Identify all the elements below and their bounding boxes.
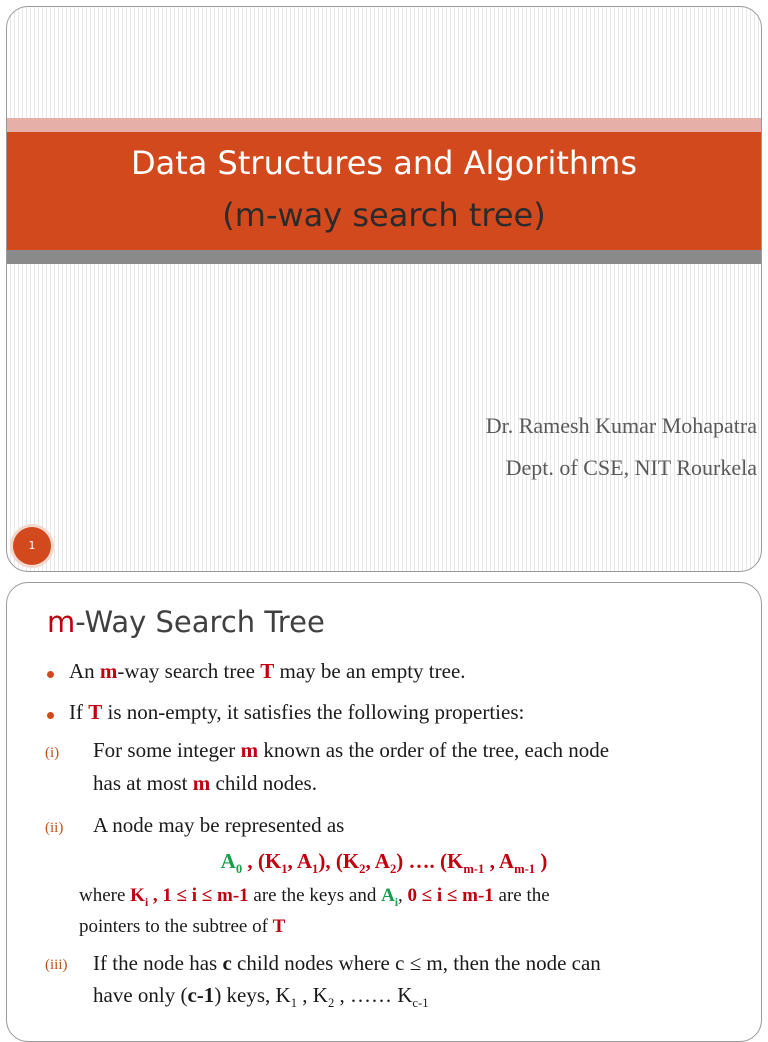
accent-band-top xyxy=(7,118,761,132)
bullet-dot-icon xyxy=(47,712,54,719)
item-marker-i: (i) xyxy=(45,745,60,761)
property-i-line2: has at most m child nodes. xyxy=(93,771,317,795)
content-slide xyxy=(6,582,762,1042)
bullet-dot-icon xyxy=(47,671,54,678)
property-iii-line1: If the node has c child nodes where c ≤ m, then the node can xyxy=(93,951,601,975)
property-i-line1: For some integer m known as the order of the tree, each node xyxy=(93,738,610,762)
node-formula: $A_0$ , ($K_1$, $A_1$), ($K_2$, $A_2$) …. ($K_{m-1}$ , $A_{m-1}$ ) xyxy=(220,849,548,877)
slide-heading xyxy=(47,605,325,639)
bullet-empty-tree: An m-way search tree T may be an empty tree. xyxy=(69,659,466,683)
bullet-non-empty: If T is non-empty, it satisfies the following properties: xyxy=(69,700,525,724)
page-number-badge: 1 xyxy=(13,527,51,565)
formula-where-line2: pointers to the subtree of T xyxy=(79,916,286,937)
author-name: Dr. Ramesh Kumar Mohapatra xyxy=(485,413,757,438)
property-iii-line2: have only (c-1) keys, $K_1$ , $K_2$ , …… $K_{c-1}$ xyxy=(93,983,429,1011)
slide-subtitle: (m-way search tree) xyxy=(222,196,546,234)
formula-where-line: where $K_i$ , 1 ≤ i ≤ m-1 are the keys and $A_i$, 0 ≤ i ≤ m-1 are the xyxy=(79,885,550,909)
heading-highlight: m xyxy=(47,605,76,639)
accent-band-bottom xyxy=(7,250,761,264)
author-department: Dept. of CSE, NIT Rourkela xyxy=(505,455,757,480)
slide-title: Data Structures and Algorithms xyxy=(130,144,638,182)
item-marker-iii: (iii) xyxy=(45,957,68,973)
item-marker-ii: (ii) xyxy=(45,820,64,836)
property-ii-text: A node may be represented as xyxy=(93,813,345,837)
title-slide xyxy=(6,6,762,572)
heading-text: -Way Search Tree xyxy=(75,605,325,639)
